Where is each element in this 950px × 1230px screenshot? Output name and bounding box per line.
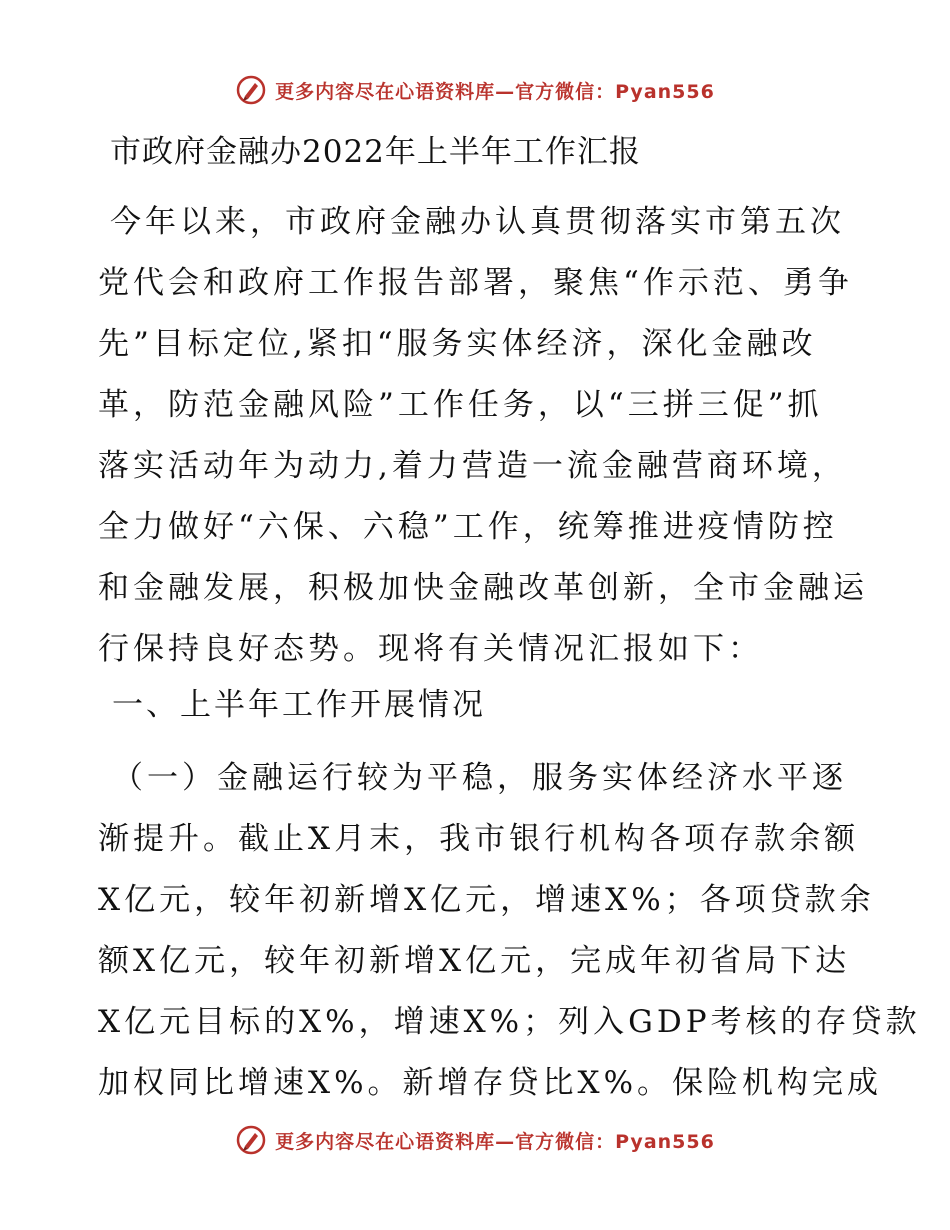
paragraph-line: 今年以来，市政府金融办认真贯彻落实市第五次 (110, 204, 845, 240)
paragraph-line: （一）金融运行较为平稳，服务实体经济水平逐 (112, 760, 847, 796)
paragraph-line: 党代会和政府工作报告部署，聚焦“作示范、勇争 (98, 265, 853, 301)
section-heading: 一、上半年工作开展情况 (112, 687, 486, 723)
intro-paragraph (98, 192, 868, 680)
paragraph-line: 先”目标定位,紧扣“服务实体经济，深化金融改 (98, 326, 817, 362)
paragraph-line: X亿元，较年初新增X亿元，增速X%；各项贷款余 (98, 882, 875, 918)
paragraph-line: 加权同比增速X%。新增存贷比X%。保险机构完成 (98, 1065, 883, 1101)
paragraph-line: 落实活动年为动力,着力营造一流金融营商环境， (98, 448, 847, 484)
paragraph-line: 全力做好“六保、六稳”工作，统筹推进疫情防控 (98, 509, 838, 545)
paragraph-line: 和金融发展，积极加快金融改革创新，全市金融运 (98, 570, 868, 606)
watermark-bottom (0, 1120, 950, 1160)
section-paragraph (98, 748, 921, 1114)
watermark-top (0, 70, 950, 110)
watermark-text: 更多内容尽在心语资料库—官方微信：Pyan556 (275, 80, 715, 103)
document-title: 市政府金融办2022年上半年工作汇报 (110, 134, 641, 170)
paragraph-line: 行保持良好态势。现将有关情况汇报如下： (98, 631, 763, 667)
paragraph-line: 渐提升。截止X月末，我市银行机构各项存款余额 (98, 821, 860, 857)
paragraph-line: 额X亿元，较年初新增X亿元，完成年初省局下达 (98, 943, 851, 979)
watermark-text: 更多内容尽在心语资料库—官方微信：Pyan556 (275, 1130, 715, 1153)
pen-logo-icon (235, 74, 267, 106)
paragraph-line: X亿元目标的X%，增速X%；列入GDP考核的存贷款 (98, 1004, 921, 1040)
paragraph-line: 革，防范金融风险”工作任务，以“三拼三促”抓 (98, 387, 823, 423)
pen-logo-icon (235, 1124, 267, 1156)
